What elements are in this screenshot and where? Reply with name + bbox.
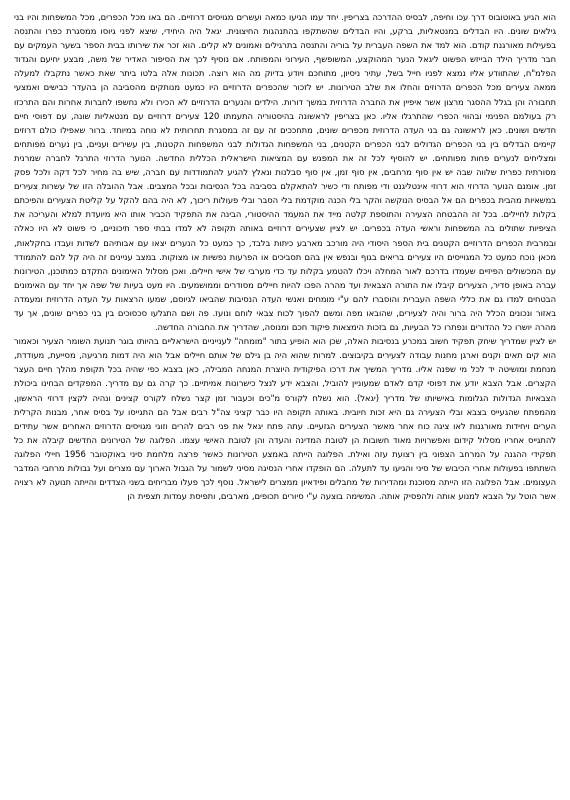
- body-paragraph-1: הוא הגיע באוטובוס דרך עכו וחיפה, לבסיס ההדרכה בצריפין. יחד עמו הגיעו כמאה ועשרים מגויסים דרוזיים. הם באו מכל הכפרים, מכל המשפחות והיו בני גילאים שונים. היו הבדלים במנטאליות, ברקע, והיו הבדלים שהשתקפו בהתנהגות החיצונית. יגאל היה היחידי, שיצא לפני גיוסו ממסגרת כפרו והתנסה בפעילות מאורגנת קודם. הוא למד את השפה העברית על בוריה והתנסה בתרגילים ואמונים לא קלים. הוא זכר את שירותו בבית הספר בשער העמקים עם חבר מדריך הילד הבייזש הפשוט ליגאל הנער המהוקצע, המשופשף, העירוני והמפותח. אם נוסיף לכך את הסיפור האדיר של משה, מבצע יחיעם והגדוד הפלמ"ח, שהתוודע אליו נמצא לפניו חייל בשל, עתיר ניסיון, מתוחכם ויודע בדיוק מה הוא רוצה. תכונות אלה בלטו ביתר שאת כאשר נתקבלו למעלה ממאה צעירים מכל הכפרים הדרוזים והחלו את שלב הטירונות. יש לזכור שהכפרים הדרוזיים היו כמעט מנותקים מהסביבה הן בהעדר כבישים ואמצעי תחבורה והן בגלל ההסגר מרצון אשר איפיין את החברה הדרוזית במשך דורות. הילדים והנערים הדרוזיים לא הכירו ולא נחשפו לחברות אחרות והם התרכזו רק בעולמם הפנימי ובהווי הכפרי שהתרגלו אליו. כאן בצריפין לראשונה בהיסטוריה התעמתו 120 צעירים דרוזיים עם מנטאליות שונה, עם דפוסי חיים חדשים ושונים. כאן לראשונה גם בני העדה הדרוזית מכפרים שונים, מתחככים זה עם זה במסגרת תחרותית לא נוחה במיוחד. ברור שאפילו כולם דרוזים קיימים הבדלים בין בני הכפרים הגדולים לבני הכפרים הקטנים, בני המשפחות הגדולות לבני המשפחות הקטנות, בין עשירים ועניים, בין נערים מפותחים ומצליחים לנערים פחות מפותחים. יש להוסיף לכל זה את המפגש עם המציאות הישראלית הכללית החדשה. הנוער הדרוזי התרגל לחברה שמרנית מסורתית כפרית שלווה שבה יש אין סוף מרחבים, אין סוף זמן, אין סוף סבלנות ונאלץ להגיע להתמודדות עם חברה, שיש בה מחיר לכל דקה ולכל פסק זמן. אומנם הנוער הדרוזי הוא דרוזי אינטליגנט ודי מפותח ודי כשיר להתאקלם בסביבה בכל הנסיבות ובכל המצבים. אבל ההובלה הזו של עשרות צעירים במשאיות מהבית בכפרים הם אל הבסיס הנוקשה והקר בלי הכנה מוקדמת בלי הסבר ובלי פעולות ריכוך, לא היה בהם להקל על קליטת הצעירים והפיכתם בקלות לחיילים. בכל זה ההבטחה הצעירה והתוספת קלטה מייד את המעמד ההיסטורי, הבינה את התפקיד הכביר אותו היא מיועדת למלא והעריכה את הציפיות שתולים בה המשפחות וראשי העדה בכפרים. יש לציין שצעירים דרוזיים באותה תקופה לא למדו בבתי ספר תיכוניים, כי פשוט לא היו כאלה ובמרבית הכפרים הדרוזיים הקטנים בית הספר היסודי היה מורכב מארבע כיתות בלבד, כך כמעט כל הנערים יצאו עם אבותיהם לשדות ועבדו בחקלאות, מכאן נוכח כמעט כל המגוייסים היו צעירים בריאים בגוף ובנפש אין בהם תסביכים או הפרעות נפשיות או מצוקות. במצב עניינים זה היה קל להם להתמודד עם המכשולים הפיזיים שעמדו בדרכם לאור המחלה ויכלו להטמע בקלות עד כדי מערבי של אישי חיילים. ואכן מסלול האימונים התקדם כמתוכנן, הטירונות עברה באופן סדיר, הצעירים קיבלו את התורה הצבאית ועד מהרה הפכו להיות חיילים מסודרים וממושמעים. היו מעט בעיות של שפה אך יחד עם האימונים הבטחים למדו גם את כללי השפה העברית והוסברו להם ע"י מומחים ואנשי העדה הנסיבות שהביאו לגיוסם, שמעו הרצאות על העדה הדרוזית ומעמדה באזור ונכונים הכלל היה ברור והיה לצעירים, שהובאו מפה ומשם להפוך לכוח צבאי לוחם ונועז. פה ושם התגלעו סכסוכים בין בני כפרים שונים, אך עד מהרה יושרו כל ההדורים ונפתרו כל הבעיות, גם בזכות הימצאות פיקוד חכם ומנוסה, שהדריך את החבורה החדשה.: [14, 12, 556, 333]
- document-page: [14, 10, 556, 790]
- body-paragraph-2: יש לציין שמדריך שיחק תפקיד חשוב במכרע בנסיבות האלה, שכן הוא הופיע בתור "מומחה" לענייניים הישראליים בהיותו בוגר תנועת השומר הצעיר וכאמור הוא קים תאים וקנים וארגן מחנות עבודה לצעירים בקיבוצים. למרות שהוא היה בן גילם של אותם חיילים אבל הוא היה דמות מרגיעה, מסייעת, מעודדת, מנחמת ומושיטה יד לכל מי שפנה אליו. מדריך המשיך את דרכו הפיקודית היוצרת המנחה המבילה, כאן בצבא כפי שהיה בכל תקופת מהלך חיים העצר הקצרים. אבל הצבא יודע את דפוסי קדם לאדם שמעוניין להוביל, והצבא ידע לנצל כישרונות אמיתיים. כך קרה גם עם מדריך. המפקדים הבחינו ביכולת הצבאיות הגדולות הגלומות באישיותו של מדריך (יגאל). הוא נשלח לקורס מ"כים וכעבור זמן קצר נשלח לקורס קצינים ונהיה לקצין דרוזי הראשון, מהמפתח שהגעייס בצבא ובלי הצעירה גם היא זכות חיובית. באותה תקופה היו כבר קציני צה"ל רבים אבל הם התגייסו על בסיס אחר, מבנות הקרלית הערים ויחידות מאורגנות לאו ציגה כוח אחר מאשר הצעירים הגזעיים. עתה פתח יגאל את פני רבים להרים וזוגי מגויסים הדרוזים האחרים אשר עתידים להתגייס אחריו מסלול קידום ואפשרויות מאוד חשובות הן לטובת המדינה והעדה והן לטובת האישי עצמו. הפלוגה של הטירונים החדשים קיבלה את כל תפקידי ההגנה על המרחב הצפוני בין רצועת עזה ואילת. הפלוגה הייתה באמצע הטירונות כאשר פרצה מלחמת סיני באוקטובר 1956 חיילי הפלוגה השתתפו בפעולות אחרי הכיבוש של סיני והגיעו עד לתעלה. הם הופקדו אחרי הנסיגה מסיני לשמור על הגבול הארוך עם מצרים ועל גבולות מרחבי המדבר העצומים. אבל הפלוגה הזו הייתה מסוכנת ומהדירות של מחבלים ופידאיון ממצרים לישראל. נוסף לכך פעלו מבריחים בשני הצדדים והייתה תנועה לא רצויה אשר הוטל על הצבא למנוע אותה ולהפסיק אותה. המשימה בוצעה ע"י סיורים תכופים, מארבים, ותפיסת עמדות תצפית הן: [14, 336, 556, 502]
